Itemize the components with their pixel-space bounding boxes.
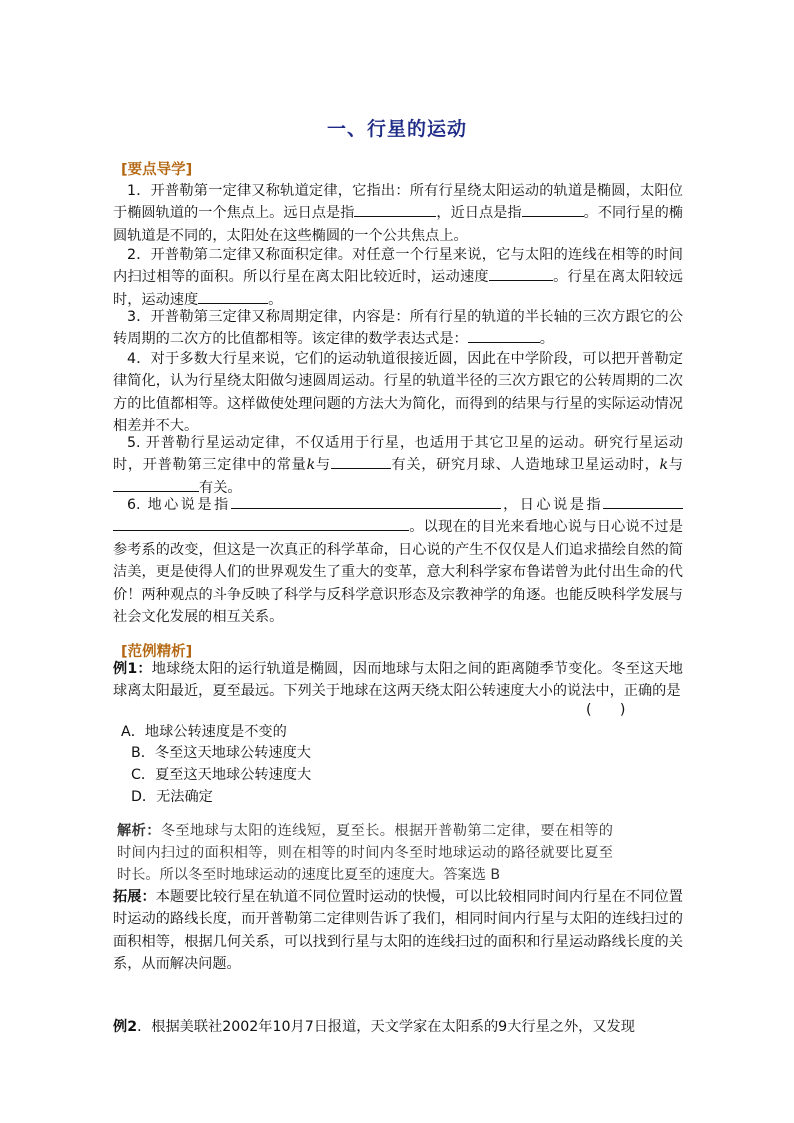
guide-text: 。行星在离太阳较远时，运动速度 xyxy=(113,269,683,308)
example-1-extension xyxy=(113,886,683,976)
constant-k: k xyxy=(659,457,669,474)
guide-paragraph-5 xyxy=(113,432,683,499)
guide-text: 1．开普勒第一定律又称轨道定律，它指出：所有行星绕太阳运动的轨道是椭圆，太阳位于椭圆轨道的一个焦点上。远日点是指 xyxy=(113,183,683,222)
option-a[interactable]: A．地球公转速度是不变的 xyxy=(121,724,287,740)
answer-blank[interactable] xyxy=(113,516,409,531)
guide-text: ，近日点是指 xyxy=(436,205,522,222)
extension-label: 拓展： xyxy=(113,889,156,905)
example-1-analysis xyxy=(117,820,613,886)
guide-text: 。以现在的目光来看地心说与日心说不过是参考系的改变，但这是一次真正的科学革命，日心说的产生不仅仅是人们追求描绘自然的简洁美，更是使得人们的世界观发生了重大的变革，意大利科学家布鲁诺曾为此付出生命的代价！两种观点的斗争反映了科学与反科学意识形态及宗教神学的角逐。也能反映科学发展与社会文化发展的相互关系。 xyxy=(113,519,683,626)
answer-blank[interactable] xyxy=(522,202,584,217)
answer-blank[interactable] xyxy=(231,494,501,509)
answer-blank[interactable] xyxy=(468,328,540,343)
guide-text: 有关。 xyxy=(199,479,242,496)
answer-paren: ( ) xyxy=(586,702,626,718)
guide-paragraph-4: 4．对于多数大行星来说，它们的运动轨道很接近圆，因此在中学阶段，可以把开普勒定律简化，认为行星绕太阳做匀速圆周运动。行星的轨道半径的三次方跟它的公转周期的二次方的比值都相等。这样做使处理问题的方法大为简化，而得到的结果与行星的实际运动情况相差并不大。 xyxy=(113,351,683,435)
extension-text: 本题要比较行星在轨道不同位置时运动的快慢，可以比较相同时间内行星在不同位置时运动的路线长度，而开普勒第二定律则告诉了我们，相同时间内行星与太阳的连线扫过的面积相等，根据几何关系，可以找到行星与太阳的连线扫过的面积和行星运动路线长度的关系，从而解决问题。 xyxy=(113,889,683,973)
guide-text: 。 xyxy=(539,331,554,348)
guide-text: 与 xyxy=(668,457,683,474)
example-1-question xyxy=(113,658,683,703)
answer-blank[interactable] xyxy=(603,494,683,509)
guide-paragraph-2 xyxy=(113,244,683,311)
guide-text: 5. 开普勒行星运动定律，不仅适用于行星，也适用于其它卫星的运动。研究行星运动时，开普勒第三定律中的常量 xyxy=(113,435,683,474)
guide-paragraph-1 xyxy=(113,180,683,247)
guide-text: 6. 地心说是指 xyxy=(127,497,231,513)
option-d[interactable]: D．无法确定 xyxy=(131,789,213,805)
guide-text: 。不同行星的椭圆轨道是不同的，太阳处在这些椭圆的一个公共焦点上。 xyxy=(113,205,683,244)
question-text: 地球绕太阳的运行轨道是椭圆，因而地球与太阳之间的距离随季节变化。冬至这天地球离太阳最近，夏至最远。下列关于地球在这两天绕太阳公转速度大小的说法中，正确的是 xyxy=(113,661,683,700)
option-b[interactable]: B．冬至这天地球公转速度大 xyxy=(131,745,311,761)
section-heading-guide: [要点导学] xyxy=(121,162,193,178)
option-c[interactable]: C．夏至这天地球公转速度大 xyxy=(131,767,312,783)
answer-blank[interactable] xyxy=(198,289,268,304)
guide-text: 有关，研究月球、人造地球卫星运动时， xyxy=(390,457,660,474)
answer-blank[interactable] xyxy=(354,202,436,217)
answer-blank[interactable] xyxy=(331,454,391,469)
question-text: ．根据美联社2002年10月7日报道，天文学家在太阳系的9大行星之外，又发现 xyxy=(137,1019,635,1035)
guide-text: 3．开普勒第三定律又称周期定律，内容是：所有行星的轨道的半长轴的三次方跟它的公转周期的二次方的比值都相等。该定律的数学表达式是： xyxy=(113,309,683,348)
guide-text: 。 xyxy=(268,291,283,308)
guide-text: 2．开普勒第二定律又称面积定律。对任意一个行星来说，它与太阳的连线在相等的时间内扫过相等的面积。所以行星在离太阳比较近时，运动速度 xyxy=(113,247,683,286)
example-label: 例2 xyxy=(113,1019,138,1035)
example-2-intro xyxy=(113,1016,683,1038)
page-title: 一、行星的运动 xyxy=(326,118,467,140)
analysis-text: 冬至地球与太阳的连线短，夏至长。根据开普勒第二定律，要在相等的时间内扫过的面积相等，则在相等的时间内冬至时地球运动的路径就要比夏至时长。所以冬至时地球运动的速度比夏至的速度大。答案选 B xyxy=(117,823,613,883)
guide-text: 与 xyxy=(315,457,331,474)
analysis-label: 解析： xyxy=(117,823,161,839)
answer-blank[interactable] xyxy=(113,477,199,492)
example-label: 例1： xyxy=(113,661,152,677)
section-heading-examples: [范例精析] xyxy=(121,644,193,660)
guide-paragraph-6 xyxy=(113,494,683,628)
constant-k: k xyxy=(306,457,316,474)
guide-text: ，日心说是指 xyxy=(500,497,603,513)
guide-paragraph-3 xyxy=(113,306,683,351)
answer-blank[interactable] xyxy=(489,266,553,281)
